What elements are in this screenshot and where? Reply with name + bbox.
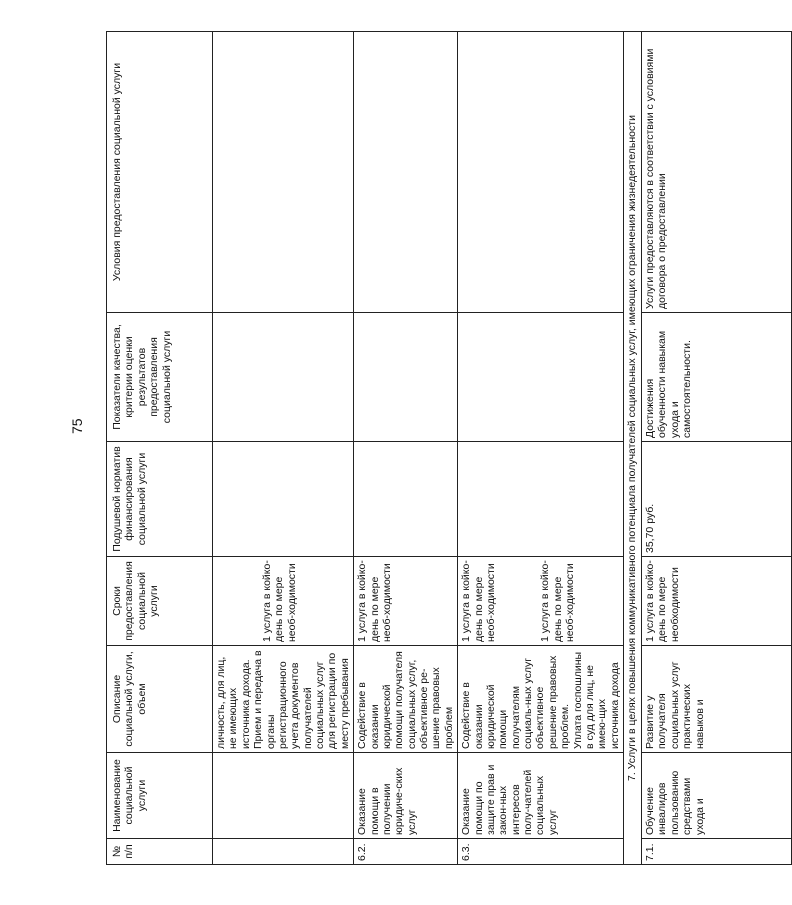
terms-text-1: 1 услуга в койко-день по мере необ-ходимости xyxy=(460,560,497,642)
terms-text-2: 1 услуга в койко-день по мере необ-ходимости xyxy=(539,560,576,642)
cell-norm xyxy=(213,442,354,557)
cell-conditions xyxy=(354,32,458,313)
cell-description: личность, для лиц, не имеющих источника дохода. Прием и передача в органы регистрационного учета документов получателей социальных услуг для регистрации по месту пребывания xyxy=(213,646,354,753)
section-title: 7. Услуги в целях повышения коммуникативного потенциала получателей социальных услуг, имеющих ограничения жизнедеятельности xyxy=(624,32,642,865)
cell-norm xyxy=(354,442,458,557)
cell-quality xyxy=(213,313,354,442)
cell-quality: Достижения обученности навыкам ухода и самостоятельности. xyxy=(642,313,792,442)
rotated-page-content xyxy=(106,32,706,865)
cell-norm xyxy=(458,442,624,557)
header-norm: Подушевой норматив финансирования социальной услуги xyxy=(107,442,213,557)
cell-conditions: Услуги предоставляются в соответствии с условиями договора о предоставлении xyxy=(642,32,792,313)
table-row xyxy=(458,32,624,865)
table-row xyxy=(642,32,792,865)
cell-num: 6.2. xyxy=(354,839,458,865)
terms-text: 1 услуга в койко-день по мере необ-ходимости xyxy=(261,560,298,642)
header-description: Описание социальной услуги, объем xyxy=(107,646,213,753)
cell-name: Обучение инвалидов пользованию средствами ухода и xyxy=(642,753,792,839)
cell-name: Оказание помощи по защите прав и закон-ных интересов полу-чателей социальных услуг xyxy=(458,753,624,839)
cell-conditions xyxy=(458,32,624,313)
header-num: № п/п xyxy=(107,839,213,865)
cell-terms: 1 услуга в койко-день по мере необходимости xyxy=(642,557,792,646)
page-number: 75 xyxy=(69,418,85,434)
cell-norm: 35,70 руб. xyxy=(642,442,792,557)
cell-description: Развитие у получателя социальных услуг практических навыков и xyxy=(642,646,792,753)
header-terms: Сроки предоставления социальной услуги xyxy=(107,557,213,646)
description-text-2: Уплата госпошлины в суд для лиц, не имею-щих источника дохода xyxy=(571,651,621,749)
cell-name: Оказание помощи в получении юридиче-ских услуг xyxy=(354,753,458,839)
cell-num: 7.1. xyxy=(642,839,792,865)
table-header-row xyxy=(107,32,213,865)
cell-conditions xyxy=(213,32,354,313)
header-name: Наименование социальной услуги xyxy=(107,753,213,839)
cell-description: Содействие в оказании юридической помощи получателя социальных услуг, объективное ре-шение правовых проблем xyxy=(354,646,458,753)
header-conditions: Условия предоставления социальной услуги xyxy=(107,32,213,313)
description-text-1: Содействие в оказании юридической помощи получателям социаль-ных услуг объективное решение правовых проблем. xyxy=(460,655,572,749)
section-row xyxy=(624,32,642,865)
cell-terms xyxy=(213,557,354,646)
cell-terms xyxy=(458,557,624,646)
cell-name xyxy=(213,753,354,839)
cell-quality xyxy=(458,313,624,442)
cell-description xyxy=(458,646,624,753)
table-row xyxy=(354,32,458,865)
cell-num xyxy=(213,839,354,865)
services-table xyxy=(106,31,792,865)
table-row xyxy=(213,32,354,865)
header-quality: Показатели качества, критерии оценки результатов предоставления социальной услуги xyxy=(107,313,213,442)
cell-num: 6.3. xyxy=(458,839,624,865)
cell-quality xyxy=(354,313,458,442)
cell-terms: 1 услуга в койко-день по мере необ-ходимости xyxy=(354,557,458,646)
